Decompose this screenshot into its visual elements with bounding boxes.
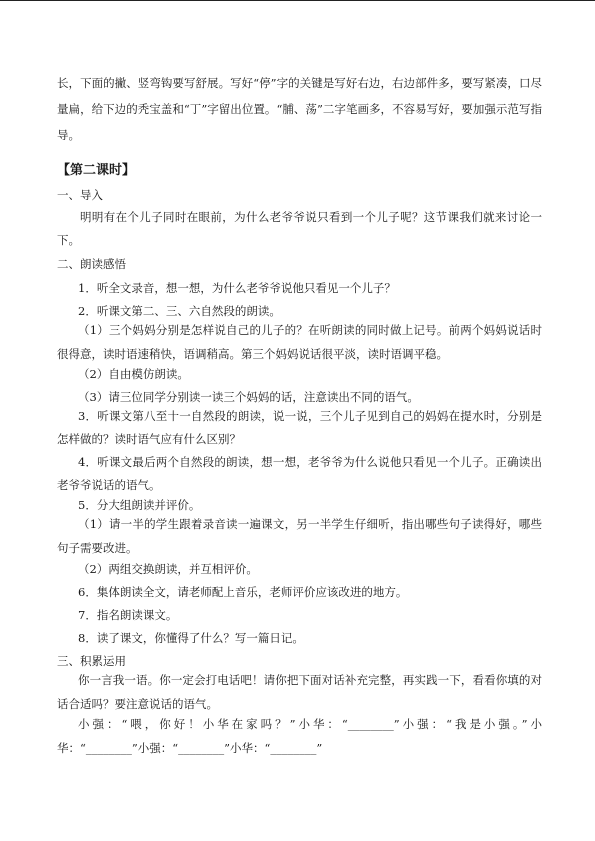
part2-item-7: 4．听课文最后两个自然段的朗读，想一想，老爷爷为什么说他只看见一个儿子。正确读出老爷爷说话的语气。 [57,455,542,492]
dialogue-exercise: 小强：“喂，你好！小华在家吗？”小华：“________”小强：“我是小强。”小华：“________”小强：“________”小华：“________” [57,717,542,755]
part2-item-10: （2）两组交换朗读，并互相评价。 [78,562,258,576]
part1-heading: 一、导入 [57,188,103,202]
part2-item-13: 8．读了课文，你懂得了什么？写一篇日记。 [78,631,304,645]
part2-item-9: （1）请一半的学生跟着录音读一遍课文，另一半学生仔细听，指出哪些句子读得好，哪些句子需要改进。 [57,517,542,555]
part2-item-12: 7．指名朗读课文。 [78,608,178,622]
part2-item-4: （2）自由模仿朗读。 [78,367,189,381]
part2-item-5: （3）请三位同学分别读一读三个妈妈的话，注意读出不同的语气。 [78,390,419,404]
part3-text: 你一言我一语。你一定会打电话吧！请你把下面对话补充完整，再实践一下，看看你填的对话合适吗？要注意说话的语气。 [57,673,542,711]
top-rule [0,0,595,1]
part2-item-6: 3．听课文第八至十一自然段的朗读，说一说，三个儿子见到自己的妈妈在提水时，分别是怎样做的？读时语气应有什么区别？ [57,409,542,446]
part2-item-3: （1）三个妈妈分别是怎样说自己的儿子的？在听朗读的同时做上记号。前两个妈妈说话时很得意，读时语速稍快，语调稍高。第三个妈妈说话很平淡，读时语调平稳。 [57,323,542,361]
part2-item-2: 2．听课文第二、三、六自然段的朗读。 [78,304,281,318]
part3-heading: 三、积累运用 [57,654,126,668]
part2-item-8: 5．分大组朗读并评价。 [78,498,201,512]
part2-item-1: 1．听全文录音，想一想，为什么老爷爷说他只看见一个儿子？ [78,281,396,295]
intro-paragraph: 长，下面的撇、竖弯钩要写舒展。写好“停”字的关键是写好右边，右边部件多，要写紧凑，口尽量扁，给下边的秃宝盖和“丁”字留出位置。“脯、荡”二字笔画多，不容易写好，要加强示范写指导。 [57,76,542,142]
part2-item-11: 6．集体朗读全文，请老师配上音乐，老师评价应该改进的地方。 [78,585,408,599]
part1-text: 明明有在个儿子同时在眼前，为什么老爷爷说只看到一个儿子呢？这节课我们就来讨论一下。 [57,210,542,247]
section-title: 【第二课时】 [57,163,136,178]
part2-heading: 二、朗读感悟 [57,257,126,271]
